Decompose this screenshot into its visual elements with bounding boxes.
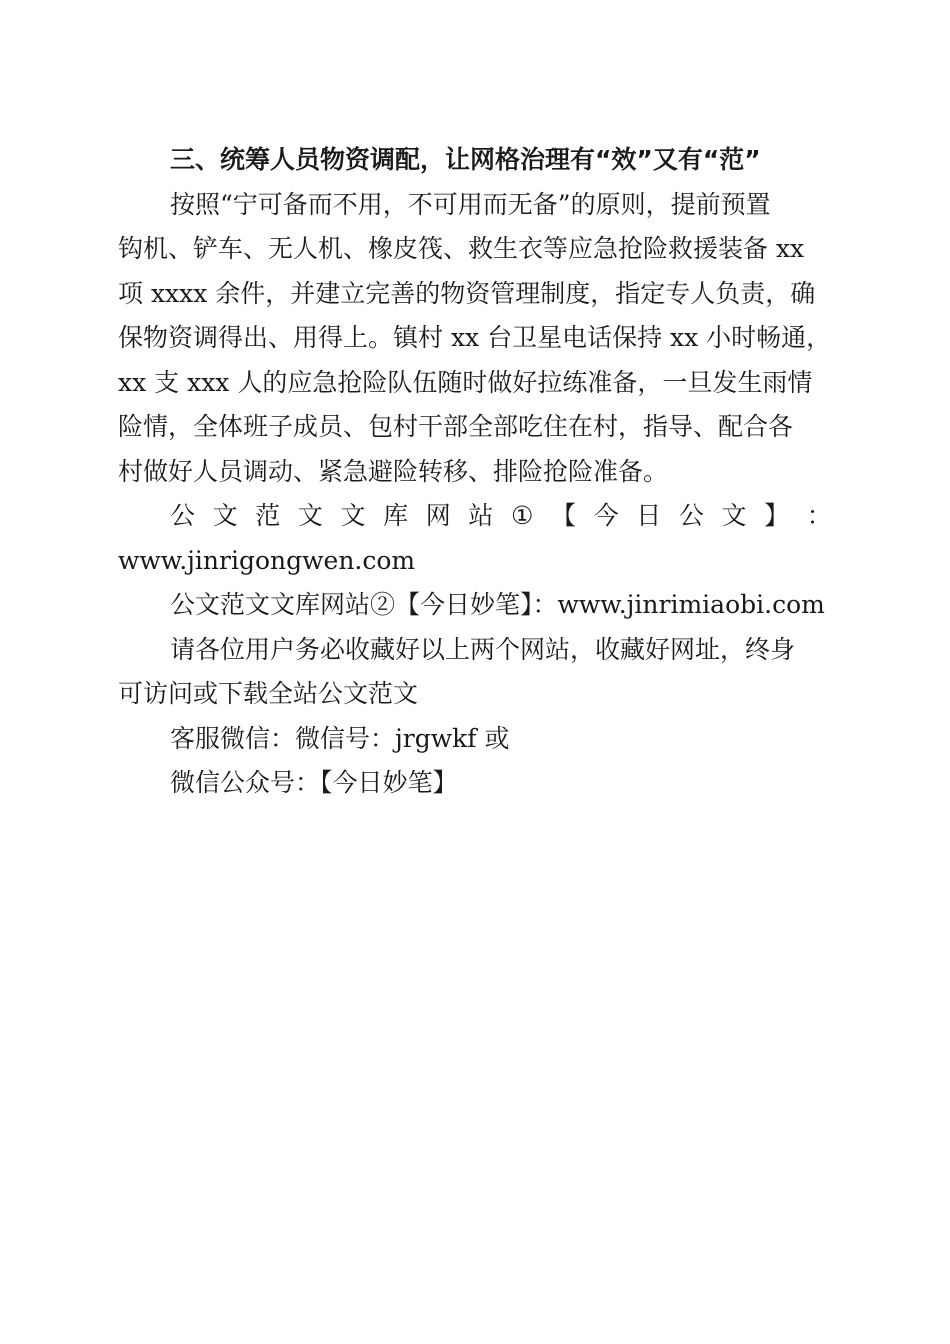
site1-char: 文 bbox=[212, 501, 238, 530]
site1-char: 站 bbox=[468, 501, 494, 530]
site1-char: 公 bbox=[678, 501, 704, 530]
notice-line: 请各位用户务必收藏好以上两个网站，收藏好网址，终身 bbox=[170, 634, 796, 664]
site1-char: 今 bbox=[593, 501, 619, 530]
site1-char: 文 bbox=[721, 501, 747, 530]
site1-char: 网 bbox=[425, 501, 451, 530]
site1-char: 文 bbox=[340, 501, 366, 530]
body-line: 项 xxxx 余件，并建立完善的物资管理制度，指定专人负责，确 bbox=[118, 278, 816, 308]
site2-line[interactable]: 公文范文文库网站②【今日妙笔】：www.jinrimiaobi.com bbox=[170, 590, 825, 619]
notice-line: 可访问或下载全站公文范文 bbox=[118, 679, 419, 708]
customer-service-line: 客服微信：微信号：jrgwkf 或 bbox=[170, 723, 510, 753]
site1-char: 【 bbox=[551, 501, 577, 530]
document-page bbox=[118, 138, 832, 806]
body-line: 保物资调得出、用得上。镇村 xx 台卫星电话保持 xx 小时畅通， bbox=[118, 323, 832, 352]
site1-label bbox=[118, 494, 832, 539]
official-account-line: 微信公众号：【今日妙笔】 bbox=[170, 768, 458, 797]
body-line: xx 支 xxx 人的应急抢险队伍随时做好拉练准备，一旦发生雨情 bbox=[118, 367, 813, 397]
body-line: 险情，全体班子成员、包村干部全部吃住在村，指导、配合各 bbox=[118, 412, 794, 441]
site1-char: 文 bbox=[297, 501, 323, 530]
site1-char: 范 bbox=[255, 501, 281, 530]
section-heading: 三、统筹人员物资调配，让网格治理有“效”又有“范” bbox=[170, 145, 761, 174]
body-line: 村做好人员调动、紧急避险转移、排险抢险准备。 bbox=[118, 456, 669, 486]
site1-char: 公 bbox=[170, 501, 196, 530]
site1-char: ： bbox=[806, 501, 832, 530]
body-line: 按照“宁可备而不用，不可用而无备”的原则，提前预置 bbox=[170, 189, 771, 219]
body-line: 钩机、铲车、无人机、橡皮筏、救生衣等应急抢险救援装备 xx bbox=[118, 234, 805, 263]
site1-url-link[interactable]: www.jinrigongwen.com bbox=[118, 545, 416, 575]
site1-char: ① bbox=[511, 501, 534, 530]
site1-char: 】 bbox=[764, 501, 790, 530]
site1-char: 库 bbox=[383, 501, 409, 530]
body-paragraph bbox=[118, 183, 832, 495]
site1-char: 日 bbox=[636, 501, 662, 530]
